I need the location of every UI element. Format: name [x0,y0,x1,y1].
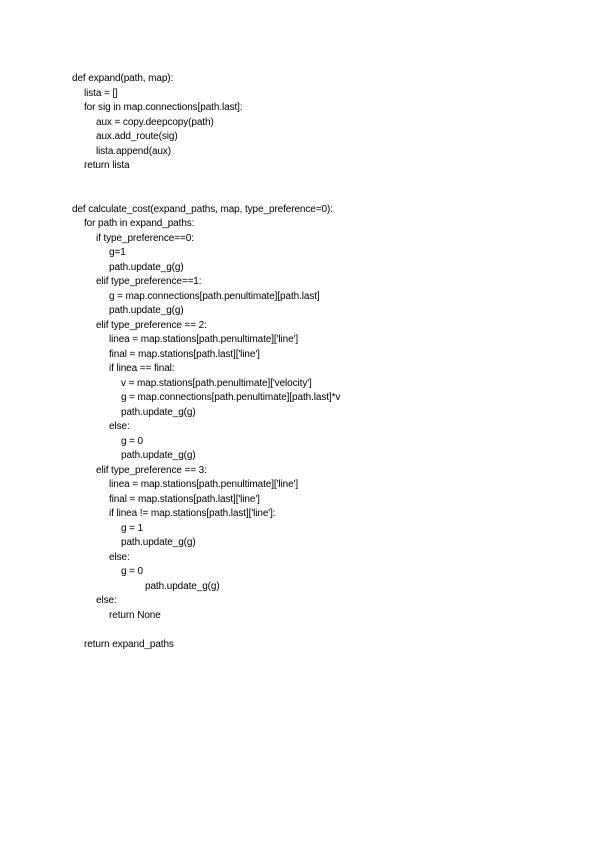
code-line: v = map.stations[path.penultimate]['velocity'] [121,377,312,389]
code-line: elif type_preference == 3: [96,464,207,476]
code-line: final = map.stations[path.last]['line'] [109,493,260,505]
code-line: path.update_g(g) [121,406,196,418]
code-line: lista.append(aux) [96,145,172,157]
code-line [72,174,340,189]
code-line: else: [96,595,117,606]
code-line: if type_preference==0: [96,232,194,244]
code-line: g = map.connections[path.penultimate][path.last]*v [121,392,341,403]
code-line: def calculate_cost(expand_paths, map, type_preference=0): [72,203,333,215]
code-line: for path in expand_paths: [84,218,195,229]
code-line: linea = map.stations[path.penultimate]['line'] [109,479,299,490]
code-line: g=1 [109,247,126,258]
code-line: aux.add_route(sig) [96,131,178,142]
code-line: else: [109,551,130,563]
code-listing [72,72,340,652]
code-line: g = 0 [121,566,144,577]
code-line [72,188,340,203]
code-line: return expand_paths [84,638,174,650]
code-line: final = map.stations[path.last]['line'] [109,348,260,360]
code-line: g = 1 [121,522,144,534]
code-line: path.update_g(g) [109,305,184,316]
code-line: g = map.connections[path.penultimate][path.last] [109,290,320,302]
code-line: linea = map.stations[path.penultimate]['line'] [109,334,299,345]
code-line: for sig in map.connections[path.last]: [84,102,243,113]
code-line [72,623,340,638]
code-line: return lista [84,160,130,171]
code-line: path.update_g(g) [145,580,220,592]
code-line: if linea == final: [109,363,175,374]
code-line: g = 0 [121,435,144,447]
code-line: elif type_preference==1: [96,276,202,287]
code-line: aux = copy.deepcopy(path) [96,116,214,128]
code-line: def expand(path, map): [72,73,174,84]
code-line: if linea != map.stations[path.last]['line']: [109,508,276,519]
code-line: return None [109,609,161,621]
code-line: path.update_g(g) [109,261,184,273]
code-line: lista = [] [84,87,118,99]
code-line: path.update_g(g) [121,537,196,548]
code-line: else: [109,421,130,432]
code-line: path.update_g(g) [121,450,196,461]
code-line: elif type_preference == 2: [96,319,207,331]
